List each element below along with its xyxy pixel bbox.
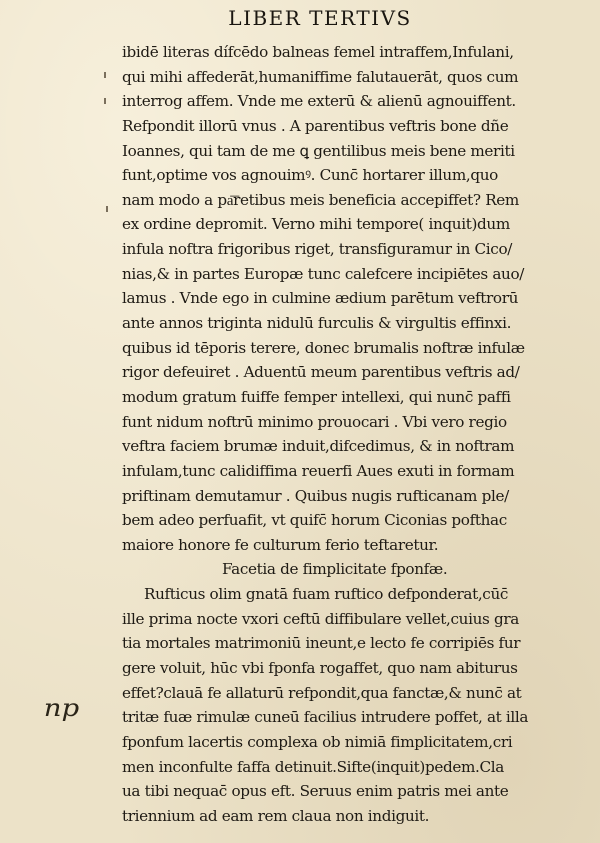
running-head: LIBER TERTIVS: [228, 6, 412, 30]
text-line: rigor defeuiret . Aduentū meum parentibus veftris ad/: [122, 363, 520, 382]
text-line: ibidē literas dífcēdo balneas femel intraffem,Infulani,: [122, 43, 514, 61]
text-block: [122, 40, 572, 829]
text-line: tritæ fuæ rimulæ cuneū facilius intrudere poffet, at illa: [122, 708, 529, 727]
text-line: infula noftra frigoribus riget, transfiguramur in Cico/: [122, 240, 513, 259]
text-line: quibus id tēporis terere, donec brumalis noftræ infulæ: [122, 338, 525, 357]
text-line: gere voluit, hūc vbi fponfa rogaffet, quo nam abiturus: [122, 659, 518, 678]
text-line: modum gratum fuiffe femper intellexi, qui nunc̄ paffi: [122, 387, 511, 406]
text-line: funt nidum noftrū minimo prouocari . Vbi vero regio: [122, 412, 507, 431]
text-line: interrog affem. Vnde me exterū & alienū agnouiffent.: [122, 92, 516, 111]
section-heading: Facetia de fimplicitate fponfæ.: [222, 560, 448, 579]
text-line: maiore honore fe culturum ferio teftaretur.: [122, 535, 439, 554]
text-line: Rufticus olim gnatā fuam ruftico defponderat,cūc̄: [144, 585, 509, 604]
text-line: priftinam demutamur . Quibus nugis rufticanam ple/: [122, 486, 509, 505]
text-line: ua tibi nequac̄ opus eft. Seruus enim patris mei ante: [122, 782, 509, 801]
text-line: ante annos triginta nidulū furculis & virgultis effinxi.: [122, 314, 512, 333]
text-line: Ioannes, qui tam de me ꝗ gentilibus meis bene meriti: [122, 141, 515, 160]
text-line: bem adeo perfuafit, vt quifc̄ horum Ciconias pofthac: [122, 511, 507, 530]
text-line: nam modo a pa͞retibus meis beneficia accepiffet? Rem: [122, 190, 519, 209]
margin-tick: [106, 206, 108, 212]
text-line: nias,& in partes Europæ tunc calefcere incipiētes auo/: [122, 264, 525, 283]
text-line: fponfum lacertis complexa ob nimiā fimplicitatem,cri: [122, 732, 513, 751]
text-line: effet?clauā fe allaturū refpondit,qua fanctæ,& nunc̄ at: [122, 683, 522, 702]
text-line: qui mihi affederāt,humaniffime falutauerāt, quos cum: [122, 67, 519, 86]
text-line: funt,optime vos agnouimꝰ. Cunc̄ hortarer illum,quo: [122, 166, 498, 185]
text-line: veftra faciem brumæ induit,difcedimus, & in noftram: [122, 437, 515, 456]
text-line: ex ordine depromit. Verno mihi tempore( inquit)dum: [122, 215, 510, 234]
margin-tick: [104, 72, 106, 78]
text-line: lamus . Vnde ego in culmine ædium parētum veftrorū: [122, 289, 519, 308]
text-line: Refpondit illorū vnus . A parentibus veftris bone dñe: [122, 116, 509, 135]
text-line: triennium ad eam rem claua non indiguit.: [122, 806, 430, 825]
text-line: men inconfulte faffa detinuit.Sifte(inquit)pedem.Cla: [122, 757, 504, 776]
text-line: tia mortales matrimoniū ineunt,e lecto fe corripiēs fur: [122, 634, 521, 653]
text-line: ille prima nocte vxori ceftū diffibulare vellet,cuius gra: [122, 609, 519, 628]
margin-annotation: np: [43, 694, 80, 722]
margin-tick: [104, 98, 106, 104]
text-line: infulam,tunc calidiffima reuerfi Aues exuti in formam: [122, 461, 515, 480]
